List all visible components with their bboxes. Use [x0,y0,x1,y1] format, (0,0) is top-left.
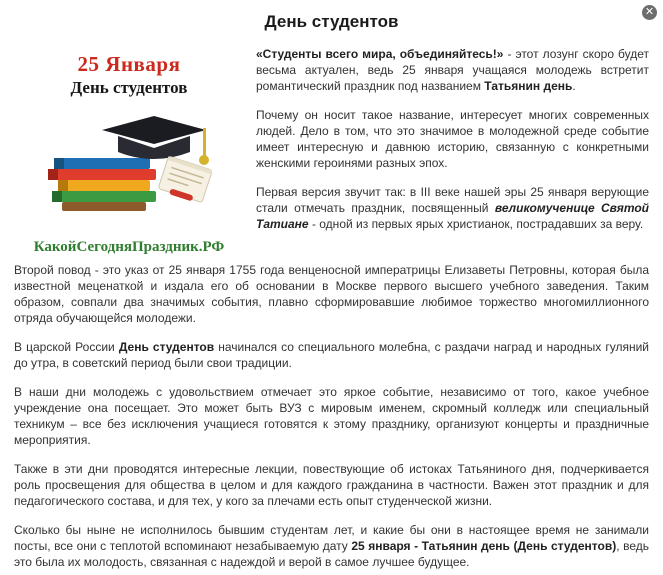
paragraph-5-part-1: В царской России [14,340,119,354]
page-title: День студентов [264,12,399,31]
paragraph-3-part-3: - одной из первых ярых христианок, пострадавших за веру. [308,217,644,231]
paragraph-5 [14,339,649,371]
close-icon[interactable]: ✕ [642,5,657,20]
paragraph-7-part-1: Также в эти дни проводятся интересные лекции, повествующие об истоках Татьяниного дня, подчеркивается роль просвещения для общества в целом и для каждого гражданина в частности. Важен этот праздник и для педагогического состава, и для тех, у кого за плечами есть опыт студенческой жизни. [14,462,649,508]
paragraph-4 [14,262,649,326]
paragraph-6-part-1: В наши дни молодежь с удовольствием отмечает это яркое событие, независимо от того, какое учебное учреждение она посещает. Это может быть ВУЗ с мировым именем, скромный колледж или специальный техникум – все без исключения учащиеся готовятся к этому празднику, организуют концерты и праздничные мероприятия. [14,385,649,447]
paragraph-8-part-2: 25 января - Татьянин день (День студентов) [351,539,617,553]
paragraph-5-part-2: День студентов [118,340,215,354]
illustration-caption-text: День студентов [70,78,188,97]
illustration-date-text: 25 Января [77,52,181,76]
illustration-graphic [14,52,244,237]
paragraph-7 [14,461,649,509]
paragraph-1-part-4: . [572,79,576,93]
paragraph-3-part-1: Первая версия звучит так: в III веке нашей эры 25 января верующие стали отмечать праздник, посвященный [256,185,649,215]
paragraph-2-part-1: Почему он носит такое название, интересует многих современных людей. Дело в том, что это значимое в молодежной среде событие имеет интересную и давнюю историю, связанную с конкретными женскими героинями разных эпох. [256,108,649,170]
paragraph-3-part-2: великомученице Святой Татиане [256,201,649,231]
graduation-books-icon [14,100,244,212]
paragraph-1-part-1: «Студенты всего мира, объединяйтесь!» [256,47,504,61]
paragraph-8-part-1: Сколько бы ныне не исполнилось бывшим студентам лет, и какие бы они в настоящее время не занимали посты, все они с теплотой вспоминают незабываемую дату [14,523,649,553]
paragraph-6 [14,384,649,448]
site-watermark: КакойСегодняПраздник.РФ [33,239,225,255]
article-illustration [14,46,244,256]
paragraph-1-part-2: - этот лозунг скоро будет весьма актуален, ведь 25 января учащаяся молодежь встретит романтический праздник под названием [256,47,649,93]
paragraph-8 [14,522,649,570]
paragraph-8-part-3: , ведь это была их молодость, связанная с надеждой и верой в самое лучшее будущее. [14,539,649,569]
paragraph-4-part-1: Второй повод - это указ от 25 января 1755 года венценосной императрицы Елизаветы Петровны, которая была известной меценаткой и издала его об основании в Москве первого высшего учебного заведения. Таким образом, совпали два значимых события, плавно сформировавшие любимое торжество многомиллионного отряда обучающейся молодежи. [14,263,649,325]
paragraph-5-part-3: начинался со специального молебна, с раздачи наград и народных гуляний до утра, в советский период были свои традиции. [14,340,649,370]
paragraph-1-part-3: Татьянин день [484,79,573,93]
